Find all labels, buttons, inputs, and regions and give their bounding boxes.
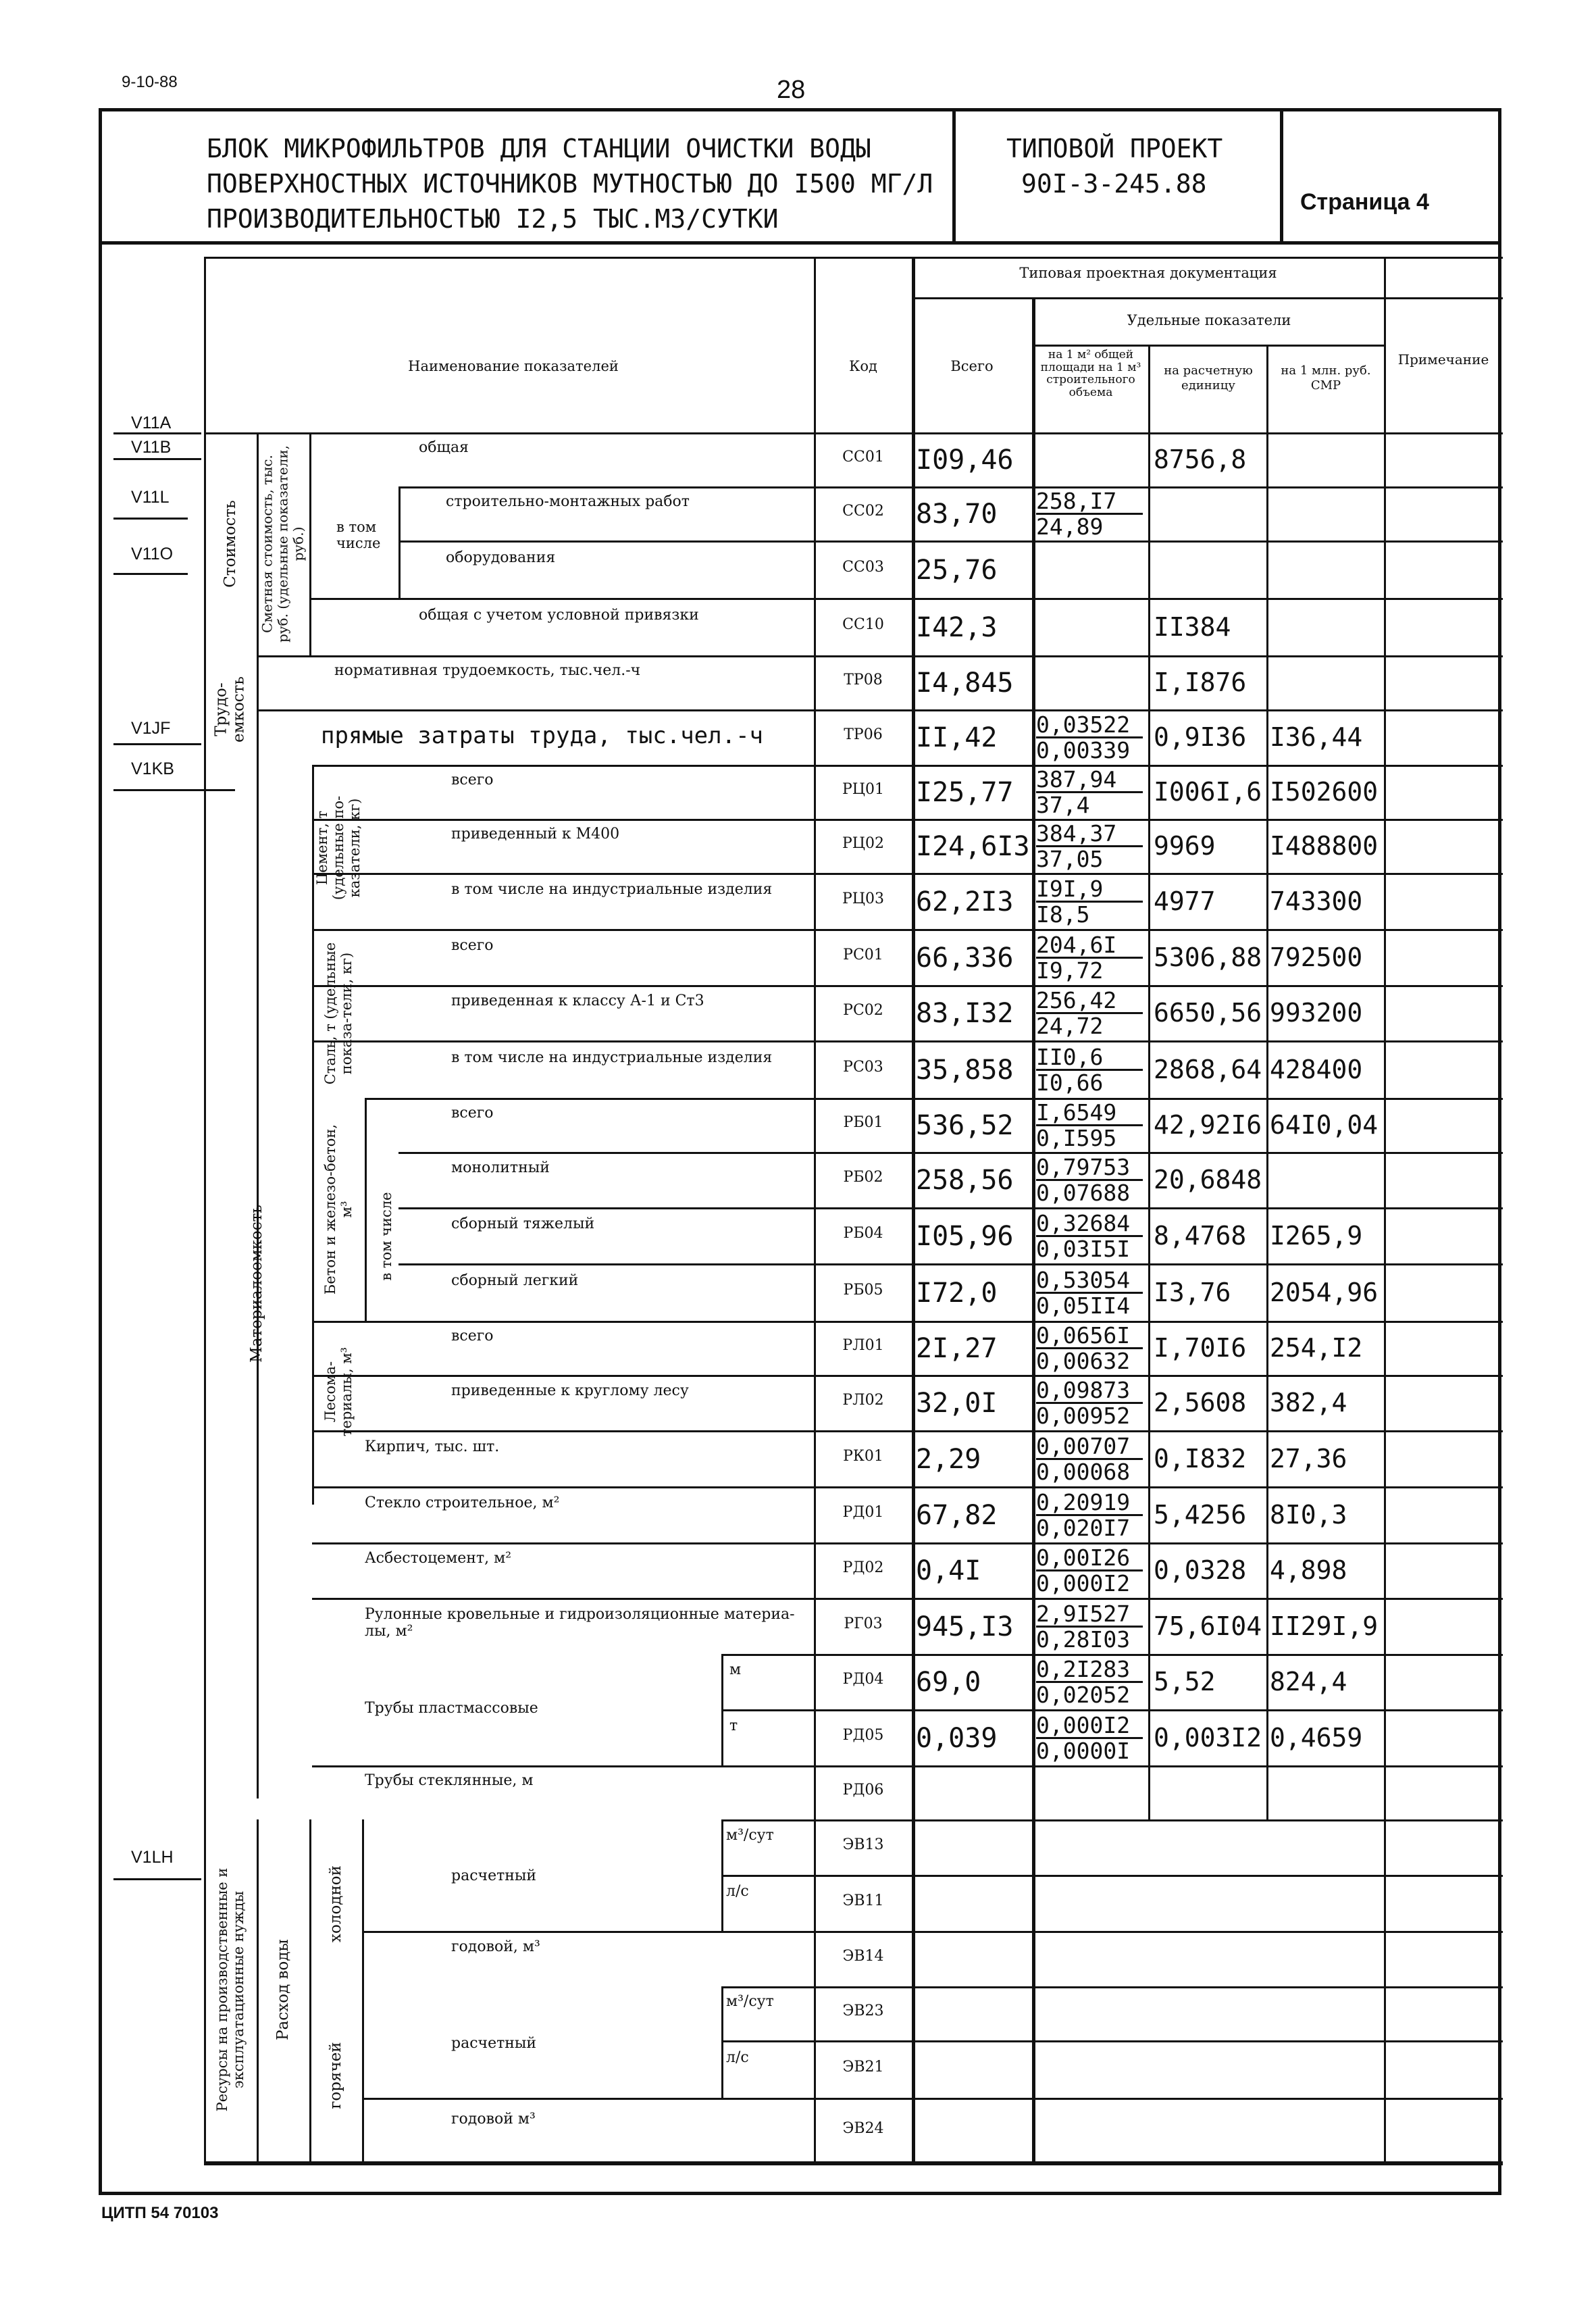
row-code: РС03 <box>843 1058 883 1076</box>
row-per-unit: II384 <box>1154 611 1231 642</box>
row-code: РД05 <box>842 1726 884 1744</box>
row-divider <box>312 1542 1503 1544</box>
row-label: л/с <box>726 2048 749 2066</box>
row-label: м³/сут <box>726 1827 774 1844</box>
row-code: РЦ03 <box>842 890 884 907</box>
title-line-3: ПРОИЗВОДИТЕЛЬНОСТЬЮ I2,5 ТЫС.М3/СУТКИ <box>207 204 779 234</box>
fraction-numerator: 0,2I283 <box>1036 1657 1143 1683</box>
row-total: 536,52 <box>916 1110 1014 1141</box>
group-cost-sub: Сметная стоимость, тыс. руб. (удельные показатели, руб.) <box>259 445 307 643</box>
row-per-m2 <box>1036 1657 1150 1707</box>
header-code: Код <box>849 358 877 374</box>
header-per-m2: на 1 м² общей площади на 1 м³ строительного объема <box>1040 348 1141 400</box>
row-code: РД04 <box>842 1671 884 1688</box>
row-total: 0,039 <box>916 1722 998 1754</box>
row-code: РД01 <box>842 1503 884 1521</box>
row-code: ЭВ14 <box>842 1948 884 1965</box>
row-label: сборный тяжелый <box>451 1215 595 1232</box>
footer-code: ЦИТП 54 70103 <box>101 2204 219 2222</box>
row-per-mln: I36,44 <box>1270 722 1363 752</box>
row-per-unit: 2,5608 <box>1154 1388 1247 1417</box>
row-per-m2 <box>1036 768 1150 817</box>
row-divider <box>312 765 1503 767</box>
row-divider <box>398 1207 1503 1209</box>
header-total: Всего <box>950 358 994 374</box>
row-label: всего <box>451 772 494 788</box>
fraction-denominator: 37,05 <box>1036 846 1104 872</box>
page-number: 28 <box>777 76 806 104</box>
row-code: РЛ01 <box>842 1337 884 1354</box>
row-total: 25,76 <box>916 554 998 586</box>
row-code: РЛ02 <box>842 1392 884 1409</box>
row-per-unit: 4977 <box>1154 886 1216 916</box>
fraction-numerator: 0,00I26 <box>1036 1546 1143 1571</box>
row-total: 2,29 <box>916 1443 981 1475</box>
group-concrete-sub: в том числе <box>378 1192 394 1281</box>
row-per-unit: 8,4768 <box>1154 1220 1247 1251</box>
project-number: 90I-3-245.88 <box>1021 169 1207 199</box>
row-total: 66,336 <box>916 942 1014 974</box>
header-per-mln: на 1 млн. руб. СМР <box>1281 363 1371 393</box>
row-per-m2 <box>1036 988 1150 1038</box>
row-label: оборудования <box>446 549 556 566</box>
row-code: ЭВ23 <box>842 2003 884 2019</box>
row-total: 32,0I <box>916 1388 998 1419</box>
fraction-numerator: 0,000I2 <box>1036 1713 1143 1739</box>
header-specific: Удельные показатели <box>1127 312 1291 328</box>
row-code: РД06 <box>842 1782 884 1799</box>
row-code: ЭВ13 <box>842 1836 884 1853</box>
side-mark: V11O <box>131 545 174 563</box>
row-label: всего <box>451 1328 494 1344</box>
row-total: I25,77 <box>916 777 1014 808</box>
row-per-m2 <box>1036 877 1150 926</box>
row-code: СС02 <box>842 503 884 520</box>
row-code: РГ03 <box>844 1615 883 1632</box>
row-per-unit: 0,0328 <box>1154 1555 1247 1585</box>
row-per-mln: 4,898 <box>1270 1555 1347 1585</box>
row-divider <box>309 598 1503 600</box>
row-divider <box>721 2040 1503 2042</box>
row-divider <box>721 1986 1503 1988</box>
row-code: РБ05 <box>843 1281 883 1299</box>
fraction-numerator: 0,09873 <box>1036 1378 1143 1404</box>
row-per-m2 <box>1036 1324 1150 1373</box>
row-code: ЭВ11 <box>842 1892 884 1909</box>
row-per-m2 <box>1036 822 1150 871</box>
row-total: 2I,27 <box>916 1333 998 1364</box>
row-divider <box>312 1598 1503 1600</box>
row-per-mln: I502600 <box>1270 777 1379 807</box>
row-divider <box>312 819 1503 821</box>
row-per-mln: 64I0,04 <box>1270 1110 1379 1140</box>
side-mark: V1LH <box>131 1848 174 1867</box>
row-per-unit: 8756,8 <box>1154 445 1247 474</box>
row-code: РБ01 <box>843 1114 883 1131</box>
row-divider <box>398 1152 1503 1154</box>
row-code: РД02 <box>842 1559 884 1576</box>
row-divider <box>398 540 1503 543</box>
fraction-denominator: 24,72 <box>1036 1013 1104 1039</box>
row-per-mln: 27,36 <box>1270 1443 1347 1474</box>
fraction-denominator: 0,020I7 <box>1036 1514 1131 1541</box>
row-total: 83,70 <box>916 499 998 530</box>
row-divider <box>312 1040 1503 1042</box>
row-divider <box>312 873 1503 875</box>
fraction-numerator: 258,I7 <box>1036 489 1143 515</box>
row-label: Кирпич, тыс. шт. <box>365 1438 500 1455</box>
group-labor: Трудо-емкость <box>212 676 248 743</box>
row-total: 945,I3 <box>916 1611 1014 1642</box>
row-per-unit: 6650,56 <box>1154 998 1262 1028</box>
fraction-denominator: I8,5 <box>1036 901 1090 928</box>
row-per-m2 <box>1036 1268 1150 1317</box>
row-label: Трубы стеклянные, м <box>365 1772 534 1789</box>
row-per-mln: 993200 <box>1270 998 1363 1028</box>
title-line-1: БЛОК МИКРОФИЛЬТРОВ ДЛЯ СТАНЦИИ ОЧИСТКИ ВОДЫ <box>207 134 871 164</box>
row-divider <box>398 1263 1503 1265</box>
row-per-unit: 20,6848 <box>1154 1165 1262 1194</box>
row-per-unit: 0,003I2 <box>1154 1722 1262 1753</box>
row-total: 62,2I3 <box>916 886 1014 917</box>
row-label: строительно-монтажных работ <box>446 493 690 510</box>
row-per-m2 <box>1036 1155 1150 1205</box>
fraction-denominator: 0,28I03 <box>1036 1626 1131 1653</box>
row-divider <box>257 655 1503 657</box>
fraction-denominator: 0,05II4 <box>1036 1292 1131 1319</box>
row-per-mln: 0,4659 <box>1270 1722 1363 1753</box>
row-per-mln: 382,4 <box>1270 1388 1347 1417</box>
row-per-unit: I,70I6 <box>1154 1333 1247 1363</box>
fraction-denominator: I0,66 <box>1036 1069 1104 1096</box>
row-label: всего <box>451 1105 494 1122</box>
group-steel: Сталь, т (удельные показа-тели, кг) <box>321 942 355 1085</box>
row-divider <box>312 985 1503 987</box>
row-code: РБ04 <box>843 1224 883 1242</box>
row-divider <box>362 2098 1503 2100</box>
row-divider <box>398 486 1503 488</box>
row-code: РБ02 <box>843 1169 883 1186</box>
row-code: РЦ01 <box>842 781 884 798</box>
row-per-unit: 0,I832 <box>1154 1443 1247 1474</box>
row-label: нормативная трудоемкость, тыс.чел.-ч <box>334 662 641 679</box>
row-total: 258,56 <box>916 1165 1014 1196</box>
side-mark: V1JF <box>131 719 171 738</box>
row-divider <box>362 1931 1503 1933</box>
row-divider <box>312 1430 1503 1432</box>
row-total: 67,82 <box>916 1499 998 1531</box>
side-mark: V11B <box>131 438 172 457</box>
row-total: 69,0 <box>916 1667 981 1698</box>
row-code: СС01 <box>842 449 884 466</box>
row-label: прямые затраты труда, тыс.чел.-ч <box>321 722 764 749</box>
row-label: м³/сут <box>726 1993 774 2010</box>
fraction-numerator: 0,53054 <box>1036 1268 1143 1294</box>
row-divider <box>312 1321 1503 1323</box>
fraction-denominator: 24,89 <box>1036 513 1104 540</box>
row-label: т <box>729 1717 738 1734</box>
fraction-numerator: 204,6I <box>1036 933 1143 959</box>
fraction-denominator: 0,0000I <box>1036 1737 1131 1764</box>
fraction-numerator: 0,32684 <box>1036 1211 1143 1237</box>
row-divider <box>312 929 1503 931</box>
row-divider <box>721 1819 1503 1821</box>
row-divider <box>309 432 1503 434</box>
group-cold: холодной <box>326 1865 344 1942</box>
row-per-m2 <box>1036 1546 1150 1595</box>
row-per-m2 <box>1036 1434 1150 1484</box>
row-code: ЭВ24 <box>842 2119 884 2137</box>
row-code: ТР08 <box>844 672 883 688</box>
row-total: I72,0 <box>916 1277 998 1309</box>
row-label: годовой, м³ <box>451 1938 540 1955</box>
row-per-unit: 5,4256 <box>1154 1499 1247 1530</box>
group-cost: Стоимость <box>221 500 239 588</box>
fraction-numerator: 0,79753 <box>1036 1155 1143 1181</box>
title-line-2: ПОВЕРХНОСТНЫХ ИСТОЧНИКОВ МУТНОСТЬЮ ДО I500 МГ/Л <box>207 169 933 199</box>
fraction-denominator: 37,4 <box>1036 792 1090 818</box>
fraction-numerator: 0,20919 <box>1036 1490 1143 1516</box>
row-per-m2 <box>1036 713 1150 762</box>
row-per-unit: I006I,6 <box>1154 777 1262 807</box>
row-label: в том числе на индустриальные изделия <box>451 880 773 898</box>
group-material: Материалоемкость <box>247 1205 265 1363</box>
row-total: II,42 <box>916 722 998 753</box>
row-divider <box>721 1709 1503 1711</box>
row-label: сборный легкий <box>451 1272 579 1289</box>
group-resources: Ресурсы на производственные и эксплуатационные нужды <box>213 1867 247 2112</box>
group-timber: Лесома-териалы, м³ <box>321 1347 355 1437</box>
row-per-mln: II29I,9 <box>1270 1611 1379 1641</box>
fraction-numerator: II0,6 <box>1036 1045 1143 1071</box>
row-per-mln: 824,4 <box>1270 1667 1347 1696</box>
row-code: ЭВ21 <box>842 2058 884 2076</box>
row-total: I42,3 <box>916 611 998 643</box>
fraction-denominator: 0,00339 <box>1036 737 1131 763</box>
fraction-denominator: 0,I595 <box>1036 1125 1117 1151</box>
row-code: СС03 <box>842 558 884 576</box>
row-label: м <box>729 1661 742 1678</box>
doc-id: 9-10-88 <box>122 73 178 91</box>
row-per-m2 <box>1036 1211 1150 1261</box>
header-name: Наименование показателей <box>408 358 619 374</box>
row-per-unit: 0,9I36 <box>1154 722 1247 752</box>
row-per-mln: 8I0,3 <box>1270 1499 1347 1530</box>
fraction-numerator: 387,94 <box>1036 768 1143 793</box>
row-label: приведенный к М400 <box>451 826 620 842</box>
row-label: Стекло строительное, м² <box>365 1494 560 1511</box>
fraction-numerator: 0,0656I <box>1036 1324 1143 1349</box>
fraction-denominator: 0,000I2 <box>1036 1570 1131 1596</box>
header-per-unit: на расчетную единицу <box>1164 363 1253 393</box>
row-per-unit: 75,6I04 <box>1154 1611 1262 1641</box>
row-per-m2 <box>1036 1045 1150 1095</box>
row-label: монолитный <box>451 1159 550 1176</box>
fraction-numerator: I,6549 <box>1036 1101 1143 1126</box>
row-divider <box>312 1765 1503 1767</box>
row-per-mln: 2054,96 <box>1270 1277 1379 1307</box>
row-total: 0,4I <box>916 1555 981 1586</box>
row-label: Асбестоцемент, м² <box>365 1550 512 1567</box>
row-code: РК01 <box>843 1447 883 1465</box>
row-per-mln: I488800 <box>1270 831 1379 861</box>
group-hot: горячей <box>326 2042 344 2109</box>
group-water: Расход воды <box>274 1939 292 2040</box>
row-label: общая с учетом условной привязки <box>419 606 699 624</box>
fraction-denominator: 0,00952 <box>1036 1403 1131 1429</box>
row-per-m2 <box>1036 1490 1150 1540</box>
page-label: Страница 4 <box>1300 189 1429 215</box>
row-code: РС02 <box>843 1002 883 1019</box>
fraction-numerator: 384,37 <box>1036 822 1143 847</box>
cold-calc-label: расчетный <box>451 1867 537 1884</box>
row-label: Рулонные кровельные и гидроизоляционные материа-лы, м² <box>365 1605 795 1640</box>
row-per-unit: 2868,64 <box>1154 1054 1262 1084</box>
row-total: I24,6I3 <box>916 831 1030 862</box>
fraction-numerator: 0,00707 <box>1036 1434 1143 1460</box>
group-concrete: Бетон и железо-бетон, м³ <box>321 1124 355 1295</box>
row-label: в том числе на индустриальные изделия <box>451 1049 773 1066</box>
row-per-unit: 5,52 <box>1154 1667 1216 1696</box>
row-code: СС10 <box>842 615 884 633</box>
fraction-numerator: 2,9I527 <box>1036 1602 1143 1628</box>
row-divider <box>721 1875 1503 1877</box>
row-total: I4,845 <box>916 668 1014 699</box>
fraction-denominator: 0,07688 <box>1036 1180 1131 1206</box>
row-per-m2 <box>1036 1378 1150 1428</box>
row-per-m2 <box>1036 1713 1150 1763</box>
row-per-mln: 428400 <box>1270 1054 1363 1084</box>
row-per-m2 <box>1036 933 1150 982</box>
group-cement: Цемент, т (удельные по-казатели, кг) <box>313 795 363 901</box>
row-per-m2 <box>1036 1101 1150 1150</box>
header-note: Примечание <box>1397 351 1489 368</box>
header-typical: Типовая проектная документация <box>1019 265 1277 281</box>
fraction-numerator: 256,42 <box>1036 988 1143 1014</box>
row-total: 35,858 <box>916 1054 1014 1086</box>
row-per-mln: 743300 <box>1270 886 1363 916</box>
row-per-unit: 9969 <box>1154 831 1216 861</box>
pipes-plastic-label: Трубы пластмассовые <box>365 1700 538 1717</box>
row-code: РЦ02 <box>842 835 884 852</box>
row-per-m2 <box>1036 489 1150 538</box>
row-divider <box>312 1375 1503 1377</box>
row-per-m2 <box>1036 1602 1150 1651</box>
row-label: приведенная к классу А-1 и Ст3 <box>451 992 704 1009</box>
fraction-denominator: 0,00632 <box>1036 1348 1131 1374</box>
project-label: ТИПОВОЙ ПРОЕКТ <box>1006 134 1223 164</box>
row-label: годовой м³ <box>451 2110 536 2128</box>
row-label: приведенные к круглому лесу <box>451 1382 689 1399</box>
row-per-mln: 254,I2 <box>1270 1333 1363 1363</box>
row-per-unit: I3,76 <box>1154 1277 1231 1307</box>
fraction-numerator: 0,03522 <box>1036 713 1143 738</box>
side-mark: V11A <box>131 413 172 432</box>
row-divider <box>365 1098 1503 1100</box>
fraction-denominator: 0,03I5I <box>1036 1235 1131 1262</box>
hot-calc-label: расчетный <box>451 2035 537 2052</box>
fraction-denominator: 0,00068 <box>1036 1458 1131 1485</box>
fraction-numerator: I9I,9 <box>1036 877 1143 903</box>
row-code: ТР06 <box>844 726 883 743</box>
row-total: 83,I32 <box>916 998 1014 1029</box>
row-per-unit: 5306,88 <box>1154 942 1262 972</box>
row-per-unit: I,I876 <box>1154 668 1247 697</box>
row-total: I09,46 <box>916 445 1014 476</box>
row-divider <box>312 1486 1503 1488</box>
row-label: общая <box>419 439 469 456</box>
row-label: всего <box>451 936 494 954</box>
fraction-denominator: I9,72 <box>1036 957 1104 984</box>
side-mark: V11L <box>131 488 170 507</box>
row-per-unit: 42,92I6 <box>1154 1110 1262 1140</box>
row-per-mln: 792500 <box>1270 942 1363 972</box>
row-code: РС01 <box>843 946 883 963</box>
group-in-that: в том числе <box>336 519 381 551</box>
row-per-mln: I265,9 <box>1270 1220 1363 1251</box>
row-label: л/с <box>726 1882 749 1900</box>
fraction-denominator: 0,02052 <box>1036 1682 1131 1708</box>
side-mark: V1KB <box>131 759 174 778</box>
row-total: I05,96 <box>916 1220 1014 1252</box>
table-bottom <box>204 2163 1503 2165</box>
row-divider <box>257 709 1503 711</box>
